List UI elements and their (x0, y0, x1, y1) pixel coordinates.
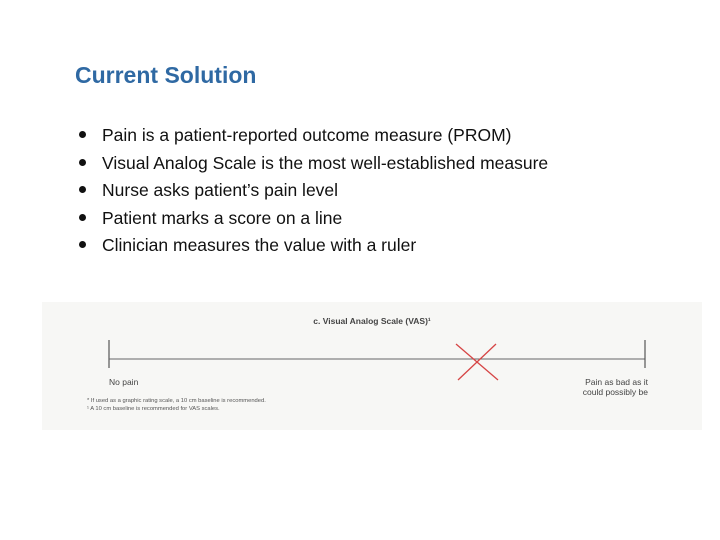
vas-left-label: No pain (109, 377, 139, 387)
vas-footnote: ¹ A 10 cm baseline is recommended for VAS scales. (87, 406, 220, 412)
bullet-dot-icon (79, 186, 86, 193)
bullet-text: Patient marks a score on a line (102, 207, 343, 228)
bullet-text: Clinician measures the value with a ruler (102, 235, 417, 255)
bullet-text: Visual Analog Scale is the most well-established measure (102, 152, 549, 173)
bullet-item (78, 234, 548, 262)
bullet-dot-icon (79, 241, 86, 248)
bullet-dot-icon (79, 131, 86, 138)
bullet-list (78, 124, 548, 262)
bullet-dot-icon (79, 214, 86, 221)
vas-scale-figure (42, 302, 702, 430)
bullet-item (78, 179, 548, 207)
vas-right-label-line: Pain as bad as it (585, 377, 648, 387)
patient-mark-x-icon (456, 344, 498, 380)
bullet-text: Pain is a patient-reported outcome measure (PROM) (102, 125, 512, 145)
bullet-item (78, 152, 548, 180)
slide-title: Current Solution (75, 62, 257, 88)
vas-title: c. Visual Analog Scale (VAS)¹ (313, 316, 431, 326)
bullet-item (78, 207, 548, 235)
vas-footnote: * If used as a graphic rating scale, a 10 cm baseline is recommended. (87, 398, 266, 404)
bullet-text: Nurse asks patient’s pain level (102, 180, 339, 200)
vas-right-label (548, 377, 648, 397)
vas-right-label-line: could possibly be (582, 387, 648, 397)
bullet-dot-icon (79, 159, 86, 166)
bullet-item (78, 124, 548, 152)
